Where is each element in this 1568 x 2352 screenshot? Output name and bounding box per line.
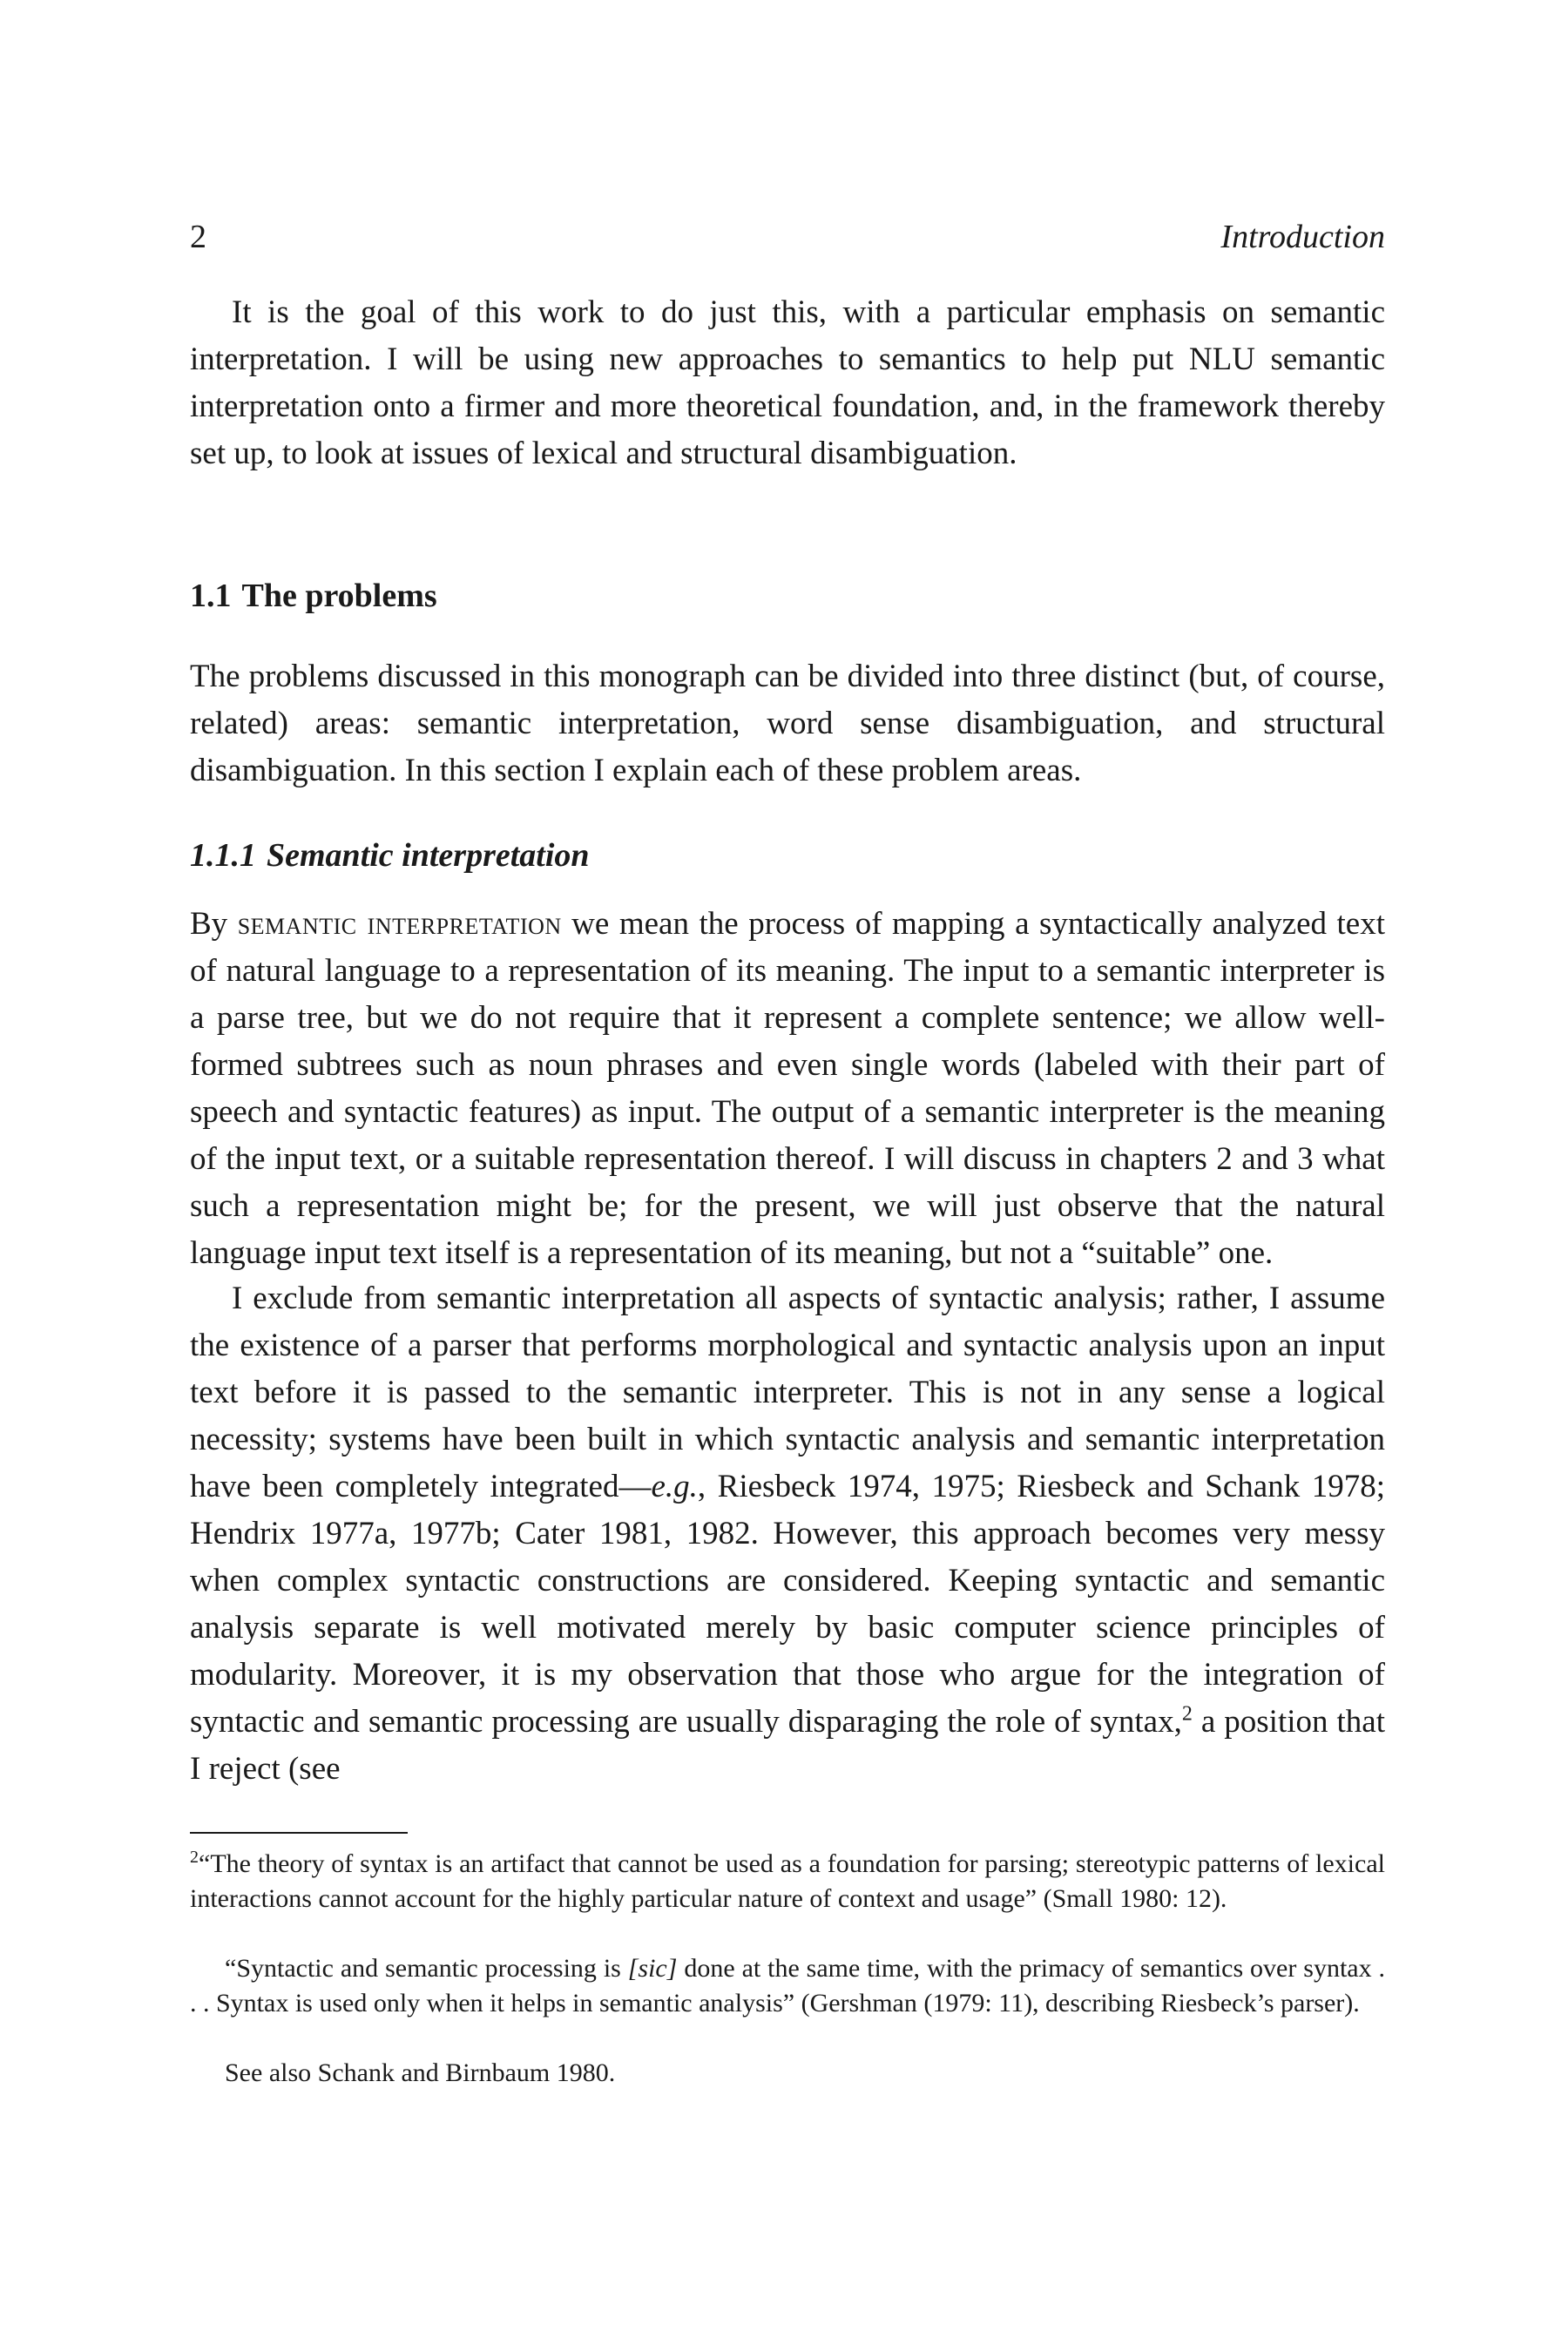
footnote-2 — [190, 1951, 1385, 2021]
footnote-1 — [190, 1847, 1385, 1916]
p2-part1: I exclude from semantic interpretation all aspects of syntactic analysis; rather, I assume the existence of a parser that performs morphological and syntactic analysis upon an input text before it is passed to the semantic interpreter. This is not in any sense a logical necessity; systems have been built in which syntactic analysis and semantic interpretation have been completely integrated— — [190, 1281, 1385, 1504]
footnote-rule — [190, 1832, 408, 1834]
p1-lead: By — [190, 906, 238, 942]
subsection-number: 1.1.1 — [190, 837, 256, 874]
intro-paragraph: It is the goal of this work to do just this, with a particular emphasis on semantic interpretation. I will be using new approaches to semantics to help put NLU semantic interpretation onto a firmer and more theoretical foundation, and, in the framework thereby set up, to look at issues of lexical and structural disambiguation. — [190, 294, 1385, 471]
footnote-2-part1: “Syntactic and semantic processing is — [225, 1954, 628, 1983]
p2-eg: e.g. — [651, 1469, 698, 1504]
book-page — [190, 0, 1385, 2352]
p2-part2: , Riesbeck 1974, 1975; Riesbeck and Schank 1978; Hendrix 1977a, 1977b; Cater 1981, 1982. However, this approach becomes very messy when complex syntactic constructions are considered. Keeping syntactic and semantic analysis separate is well motivated merely by basic computer science principles of modularity. Moreover, it is my observation that those who argue for the integration of syntactic and semantic processing are usually disparaging the role of syntax, — [190, 1469, 1385, 1740]
footnote-3: See also Schank and Birnbaum 1980. — [225, 2058, 616, 2087]
footnote-1-text: “The theory of syntax is an artifact that cannot be used as a foundation for parsing; stereotypic patterns of lexical interactions cannot account for the highly particular nature of context and usage” (Small 1980: 12). — [190, 1849, 1385, 1913]
subsection-heading — [190, 836, 590, 875]
section-number: 1.1 — [190, 578, 232, 614]
running-title: Introduction — [1220, 219, 1385, 255]
subsection-title: Semantic interpretation — [267, 837, 590, 874]
footnote-2-sic: [sic] — [627, 1954, 678, 1983]
p2-part3: a position that I reject (see — [190, 1704, 1385, 1787]
section-title: The problems — [241, 578, 437, 614]
running-head — [190, 218, 1385, 261]
footnote-2-part2: done at the same time, with the primacy of semantics over syntax . . . Syntax is used only when it helps in semantic analysis” (Gershman (1979: 11), describing Riesbeck’s parser). — [190, 1954, 1385, 2017]
semantic-interpretation-paragraph-2 — [190, 1275, 1385, 1793]
page-number: 2 — [190, 219, 206, 255]
p1-rest: we mean the process of mapping a syntactically analyzed text of natural language to a representation of its meaning. The input to a semantic interpreter is a parse tree, but we do not require that it represent a complete sentence; we allow well-formed subtrees such as noun phrases and even single words (labeled with their part of speech and syntactic features) as input. The output of a semantic interpreter is the meaning of the input text, or a suitable representation thereof. I will discuss in chapters 2 and 3 what such a representation might be; for the present, we will just observe that the natural language input text itself is a representation of its meaning, but not a “suitable” one. — [190, 906, 1386, 1271]
problems-paragraph: The problems discussed in this monograph can be divided into three distinct (but, of course, related) areas: semantic interpretation, word sense disambiguation, and structural disambiguation. In this section I explain each of these problem areas. — [190, 659, 1385, 788]
defined-term: semantic interpretation — [237, 906, 562, 942]
section-heading — [190, 577, 437, 615]
footnote-reference: 2 — [1181, 1702, 1193, 1726]
semantic-interpretation-paragraph-1 — [190, 901, 1385, 1277]
footnote-mark: 2 — [190, 1848, 199, 1867]
